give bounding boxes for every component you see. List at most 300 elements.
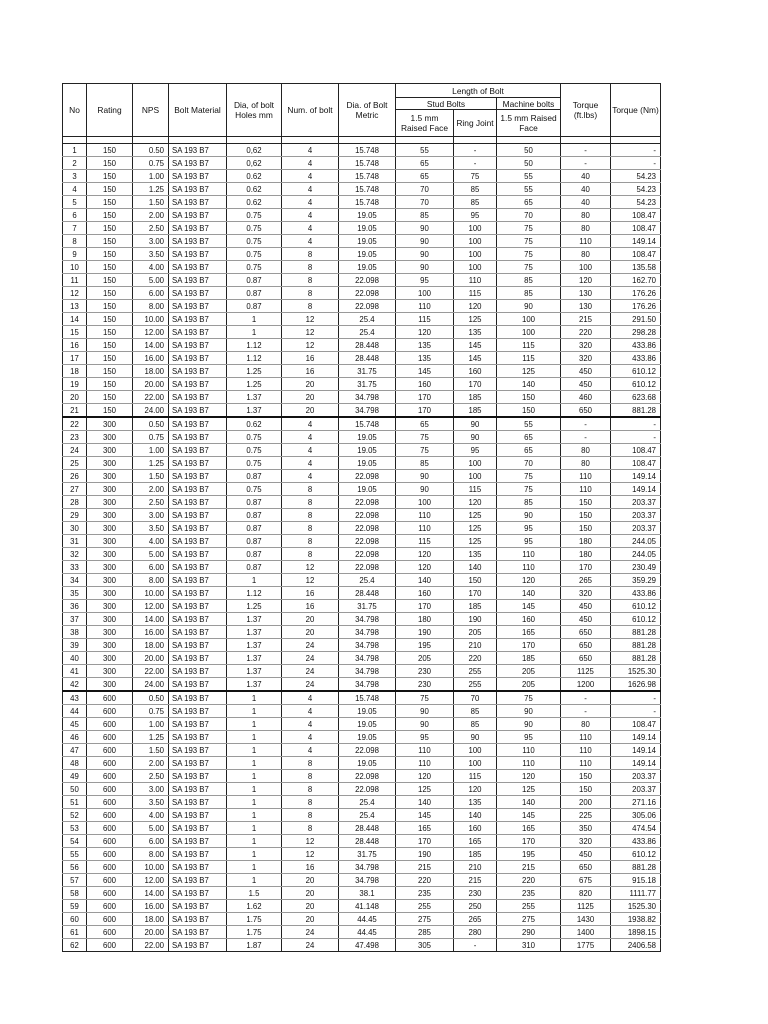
cell-stud-raised-face: 170 bbox=[396, 600, 454, 613]
cell-stud-raised-face: 135 bbox=[396, 352, 454, 365]
cell-num-of-bolt: 8 bbox=[282, 783, 339, 796]
table-row bbox=[63, 535, 661, 548]
cell-dia-bolt-metric: 34.798 bbox=[339, 652, 396, 665]
cell-rating: 600 bbox=[87, 796, 133, 809]
cell-no: 32 bbox=[63, 548, 87, 561]
cell-rating: 300 bbox=[87, 444, 133, 457]
cell-torque-nm: 108.47 bbox=[611, 248, 661, 261]
cell-nps: 12.00 bbox=[133, 874, 169, 887]
cell-dia-bolt-metric: 22.098 bbox=[339, 744, 396, 757]
cell-nps: 12.00 bbox=[133, 326, 169, 339]
cell-dia-bolt-metric: 44.45 bbox=[339, 913, 396, 926]
cell-stud-ring-joint: 100 bbox=[454, 248, 497, 261]
cell-stud-ring-joint: 75 bbox=[454, 170, 497, 183]
cell-machine-raised-face: 120 bbox=[497, 574, 561, 587]
cell-num-of-bolt: 12 bbox=[282, 574, 339, 587]
table-row bbox=[63, 183, 661, 196]
cell-nps: 1.50 bbox=[133, 744, 169, 757]
cell-stud-raised-face: 170 bbox=[396, 835, 454, 848]
cell-torque-nm: - bbox=[611, 417, 661, 431]
cell-dia-bolt-metric: 15.748 bbox=[339, 170, 396, 183]
cell-stud-ring-joint: 255 bbox=[454, 665, 497, 678]
cell-stud-ring-joint: 160 bbox=[454, 365, 497, 378]
cell-bolt-material: SA 193 B7 bbox=[169, 861, 227, 874]
cell-dia-bolt-holes: 1 bbox=[227, 313, 282, 326]
cell-nps: 4.00 bbox=[133, 809, 169, 822]
cell-machine-raised-face: 70 bbox=[497, 457, 561, 470]
cell-num-of-bolt: 4 bbox=[282, 444, 339, 457]
cell-stud-ring-joint: 125 bbox=[454, 535, 497, 548]
cell-bolt-material: SA 193 B7 bbox=[169, 639, 227, 652]
cell-torque-ftlbs: 110 bbox=[561, 235, 611, 248]
cell-stud-raised-face: 170 bbox=[396, 391, 454, 404]
cell-rating: 600 bbox=[87, 848, 133, 861]
cell-num-of-bolt: 12 bbox=[282, 339, 339, 352]
cell-stud-ring-joint: - bbox=[454, 157, 497, 170]
cell-dia-bolt-metric: 15.748 bbox=[339, 183, 396, 196]
table-row bbox=[63, 261, 661, 274]
cell-stud-ring-joint: 90 bbox=[454, 431, 497, 444]
cell-bolt-material: SA 193 B7 bbox=[169, 926, 227, 939]
cell-stud-raised-face: 120 bbox=[396, 770, 454, 783]
cell-dia-bolt-holes: 1.5 bbox=[227, 887, 282, 900]
cell-dia-bolt-holes: 0.62 bbox=[227, 183, 282, 196]
table-row bbox=[63, 157, 661, 170]
cell-torque-nm: 149.14 bbox=[611, 235, 661, 248]
header-stud-raised-face: 1.5 mm Raised Face bbox=[396, 110, 454, 137]
cell-no: 50 bbox=[63, 783, 87, 796]
cell-dia-bolt-metric: 38.1 bbox=[339, 887, 396, 900]
cell-machine-raised-face: 205 bbox=[497, 665, 561, 678]
cell-torque-nm: 881.28 bbox=[611, 861, 661, 874]
cell-stud-ring-joint: 90 bbox=[454, 417, 497, 431]
cell-stud-raised-face: 55 bbox=[396, 144, 454, 157]
cell-torque-nm: 610.12 bbox=[611, 378, 661, 391]
cell-nps: 4.00 bbox=[133, 261, 169, 274]
cell-dia-bolt-metric: 15.748 bbox=[339, 691, 396, 705]
cell-nps: 0.50 bbox=[133, 144, 169, 157]
table-row bbox=[63, 431, 661, 444]
cell-torque-nm: 610.12 bbox=[611, 600, 661, 613]
cell-no: 43 bbox=[63, 691, 87, 705]
cell-dia-bolt-holes: 1 bbox=[227, 691, 282, 705]
cell-num-of-bolt: 8 bbox=[282, 757, 339, 770]
cell-torque-nm: 610.12 bbox=[611, 613, 661, 626]
cell-machine-raised-face: 310 bbox=[497, 939, 561, 952]
header-length-of-bolt: Length of Bolt bbox=[396, 84, 561, 98]
cell-torque-nm: 244.05 bbox=[611, 548, 661, 561]
cell-dia-bolt-holes: 1.12 bbox=[227, 339, 282, 352]
cell-machine-raised-face: 75 bbox=[497, 248, 561, 261]
header-dia-bolt-holes: Dia, of bolt Holes mm bbox=[227, 84, 282, 137]
table-row bbox=[63, 652, 661, 665]
cell-machine-raised-face: 205 bbox=[497, 678, 561, 692]
cell-stud-ring-joint: 210 bbox=[454, 861, 497, 874]
table-body bbox=[63, 144, 661, 952]
cell-torque-nm: 108.47 bbox=[611, 444, 661, 457]
cell-stud-raised-face: 110 bbox=[396, 509, 454, 522]
cell-no: 27 bbox=[63, 483, 87, 496]
cell-stud-raised-face: 140 bbox=[396, 796, 454, 809]
table-row bbox=[63, 170, 661, 183]
cell-torque-nm: 135.58 bbox=[611, 261, 661, 274]
cell-dia-bolt-holes: 1.75 bbox=[227, 913, 282, 926]
cell-stud-raised-face: 70 bbox=[396, 183, 454, 196]
cell-rating: 150 bbox=[87, 261, 133, 274]
cell-dia-bolt-holes: 0.87 bbox=[227, 287, 282, 300]
cell-stud-ring-joint: 165 bbox=[454, 835, 497, 848]
cell-stud-raised-face: 160 bbox=[396, 587, 454, 600]
cell-num-of-bolt: 8 bbox=[282, 483, 339, 496]
cell-nps: 22.00 bbox=[133, 939, 169, 952]
cell-torque-nm: 1938.82 bbox=[611, 913, 661, 926]
cell-rating: 300 bbox=[87, 509, 133, 522]
cell-machine-raised-face: 140 bbox=[497, 796, 561, 809]
cell-nps: 24.00 bbox=[133, 678, 169, 692]
cell-rating: 300 bbox=[87, 535, 133, 548]
cell-dia-bolt-holes: 1 bbox=[227, 574, 282, 587]
cell-bolt-material: SA 193 B7 bbox=[169, 509, 227, 522]
cell-num-of-bolt: 12 bbox=[282, 326, 339, 339]
table-row bbox=[63, 861, 661, 874]
cell-dia-bolt-metric: 19.05 bbox=[339, 718, 396, 731]
cell-dia-bolt-metric: 19.05 bbox=[339, 457, 396, 470]
cell-rating: 150 bbox=[87, 326, 133, 339]
cell-torque-nm: 244.05 bbox=[611, 535, 661, 548]
cell-stud-ring-joint: 140 bbox=[454, 561, 497, 574]
cell-torque-nm: 881.28 bbox=[611, 639, 661, 652]
cell-rating: 600 bbox=[87, 783, 133, 796]
cell-dia-bolt-holes: 0.62 bbox=[227, 170, 282, 183]
cell-no: 15 bbox=[63, 326, 87, 339]
cell-num-of-bolt: 8 bbox=[282, 796, 339, 809]
cell-num-of-bolt: 4 bbox=[282, 457, 339, 470]
cell-nps: 6.00 bbox=[133, 561, 169, 574]
table-row bbox=[63, 900, 661, 913]
cell-dia-bolt-holes: 0.75 bbox=[227, 431, 282, 444]
header-dia-bolt-metric: Dia. of Bolt Metric bbox=[339, 84, 396, 137]
cell-no: 44 bbox=[63, 705, 87, 718]
cell-no: 6 bbox=[63, 209, 87, 222]
cell-stud-ring-joint: 215 bbox=[454, 874, 497, 887]
cell-num-of-bolt: 8 bbox=[282, 809, 339, 822]
cell-bolt-material: SA 193 B7 bbox=[169, 157, 227, 170]
cell-stud-raised-face: 110 bbox=[396, 757, 454, 770]
cell-torque-nm: 108.47 bbox=[611, 457, 661, 470]
cell-dia-bolt-holes: 0.87 bbox=[227, 496, 282, 509]
table-row bbox=[63, 639, 661, 652]
cell-stud-ring-joint: 70 bbox=[454, 691, 497, 705]
cell-num-of-bolt: 20 bbox=[282, 404, 339, 418]
cell-torque-nm: 474.54 bbox=[611, 822, 661, 835]
cell-no: 11 bbox=[63, 274, 87, 287]
cell-machine-raised-face: 140 bbox=[497, 587, 561, 600]
cell-dia-bolt-metric: 22.098 bbox=[339, 561, 396, 574]
cell-rating: 300 bbox=[87, 574, 133, 587]
cell-bolt-material: SA 193 B7 bbox=[169, 300, 227, 313]
cell-rating: 600 bbox=[87, 809, 133, 822]
cell-nps: 3.50 bbox=[133, 796, 169, 809]
cell-machine-raised-face: 90 bbox=[497, 300, 561, 313]
cell-dia-bolt-metric: 28.448 bbox=[339, 822, 396, 835]
cell-stud-ring-joint: 95 bbox=[454, 209, 497, 222]
cell-torque-nm: 915.18 bbox=[611, 874, 661, 887]
cell-stud-raised-face: 75 bbox=[396, 444, 454, 457]
cell-dia-bolt-holes: 1.37 bbox=[227, 613, 282, 626]
cell-machine-raised-face: 90 bbox=[497, 718, 561, 731]
cell-no: 60 bbox=[63, 913, 87, 926]
cell-machine-raised-face: 75 bbox=[497, 235, 561, 248]
cell-rating: 300 bbox=[87, 626, 133, 639]
cell-torque-ftlbs: 130 bbox=[561, 287, 611, 300]
cell-stud-raised-face: 220 bbox=[396, 874, 454, 887]
cell-torque-ftlbs: - bbox=[561, 144, 611, 157]
cell-machine-raised-face: 125 bbox=[497, 365, 561, 378]
cell-bolt-material: SA 193 B7 bbox=[169, 548, 227, 561]
cell-rating: 150 bbox=[87, 352, 133, 365]
cell-machine-raised-face: 170 bbox=[497, 835, 561, 848]
cell-stud-raised-face: 235 bbox=[396, 887, 454, 900]
cell-machine-raised-face: 165 bbox=[497, 822, 561, 835]
cell-nps: 1.50 bbox=[133, 196, 169, 209]
cell-torque-nm: 54.23 bbox=[611, 170, 661, 183]
cell-dia-bolt-metric: 25.4 bbox=[339, 574, 396, 587]
cell-num-of-bolt: 12 bbox=[282, 561, 339, 574]
cell-stud-raised-face: 305 bbox=[396, 939, 454, 952]
cell-dia-bolt-metric: 19.05 bbox=[339, 235, 396, 248]
cell-rating: 600 bbox=[87, 913, 133, 926]
table-row bbox=[63, 274, 661, 287]
cell-bolt-material: SA 193 B7 bbox=[169, 444, 227, 457]
cell-torque-ftlbs: 110 bbox=[561, 483, 611, 496]
cell-stud-ring-joint: 120 bbox=[454, 496, 497, 509]
cell-machine-raised-face: 50 bbox=[497, 144, 561, 157]
cell-num-of-bolt: 4 bbox=[282, 731, 339, 744]
cell-torque-nm: 149.14 bbox=[611, 470, 661, 483]
cell-machine-raised-face: 50 bbox=[497, 157, 561, 170]
cell-num-of-bolt: 24 bbox=[282, 639, 339, 652]
cell-machine-raised-face: 65 bbox=[497, 444, 561, 457]
cell-bolt-material: SA 193 B7 bbox=[169, 757, 227, 770]
cell-stud-ring-joint: 190 bbox=[454, 613, 497, 626]
cell-stud-ring-joint: 125 bbox=[454, 313, 497, 326]
cell-num-of-bolt: 4 bbox=[282, 417, 339, 431]
cell-torque-nm: 108.47 bbox=[611, 718, 661, 731]
cell-no: 16 bbox=[63, 339, 87, 352]
cell-stud-raised-face: 180 bbox=[396, 613, 454, 626]
cell-rating: 600 bbox=[87, 822, 133, 835]
cell-rating: 150 bbox=[87, 391, 133, 404]
cell-nps: 0.75 bbox=[133, 157, 169, 170]
cell-stud-ring-joint: 205 bbox=[454, 626, 497, 639]
cell-dia-bolt-metric: 25.4 bbox=[339, 313, 396, 326]
cell-torque-ftlbs: 40 bbox=[561, 196, 611, 209]
cell-nps: 14.00 bbox=[133, 613, 169, 626]
cell-torque-ftlbs: 1400 bbox=[561, 926, 611, 939]
cell-machine-raised-face: 150 bbox=[497, 404, 561, 418]
cell-bolt-material: SA 193 B7 bbox=[169, 326, 227, 339]
cell-stud-raised-face: 90 bbox=[396, 248, 454, 261]
cell-bolt-material: SA 193 B7 bbox=[169, 287, 227, 300]
cell-no: 58 bbox=[63, 887, 87, 900]
cell-bolt-material: SA 193 B7 bbox=[169, 796, 227, 809]
cell-machine-raised-face: 90 bbox=[497, 705, 561, 718]
cell-stud-raised-face: 65 bbox=[396, 170, 454, 183]
cell-dia-bolt-metric: 47.498 bbox=[339, 939, 396, 952]
cell-stud-ring-joint: 135 bbox=[454, 796, 497, 809]
cell-num-of-bolt: 8 bbox=[282, 548, 339, 561]
cell-torque-ftlbs: 820 bbox=[561, 887, 611, 900]
cell-torque-ftlbs: 320 bbox=[561, 835, 611, 848]
cell-machine-raised-face: 195 bbox=[497, 848, 561, 861]
cell-torque-nm: 1626.98 bbox=[611, 678, 661, 692]
cell-torque-ftlbs: 100 bbox=[561, 261, 611, 274]
cell-dia-bolt-metric: 31.75 bbox=[339, 600, 396, 613]
cell-dia-bolt-holes: 1.12 bbox=[227, 352, 282, 365]
cell-torque-nm: 176.26 bbox=[611, 300, 661, 313]
cell-dia-bolt-metric: 22.098 bbox=[339, 287, 396, 300]
cell-dia-bolt-holes: 0.75 bbox=[227, 457, 282, 470]
cell-stud-raised-face: 90 bbox=[396, 235, 454, 248]
cell-torque-nm: 203.37 bbox=[611, 496, 661, 509]
header-torque-ftlbs: Torque (ft.lbs) bbox=[561, 84, 611, 137]
cell-dia-bolt-holes: 0.75 bbox=[227, 222, 282, 235]
cell-dia-bolt-holes: 1 bbox=[227, 848, 282, 861]
cell-bolt-material: SA 193 B7 bbox=[169, 835, 227, 848]
cell-dia-bolt-metric: 25.4 bbox=[339, 796, 396, 809]
cell-torque-ftlbs: 1125 bbox=[561, 665, 611, 678]
table-row bbox=[63, 287, 661, 300]
cell-torque-ftlbs: 650 bbox=[561, 626, 611, 639]
table-row bbox=[63, 444, 661, 457]
cell-rating: 150 bbox=[87, 378, 133, 391]
cell-dia-bolt-holes: 1 bbox=[227, 783, 282, 796]
cell-bolt-material: SA 193 B7 bbox=[169, 874, 227, 887]
cell-stud-raised-face: 215 bbox=[396, 861, 454, 874]
cell-dia-bolt-metric: 34.798 bbox=[339, 639, 396, 652]
cell-no: 23 bbox=[63, 431, 87, 444]
cell-dia-bolt-holes: 0,62 bbox=[227, 157, 282, 170]
cell-dia-bolt-metric: 34.798 bbox=[339, 678, 396, 692]
header-num-of-bolt: Num. of bolt bbox=[282, 84, 339, 137]
cell-stud-ring-joint: 145 bbox=[454, 339, 497, 352]
cell-machine-raised-face: 185 bbox=[497, 652, 561, 665]
cell-nps: 3.00 bbox=[133, 235, 169, 248]
cell-torque-ftlbs: 650 bbox=[561, 404, 611, 418]
cell-torque-ftlbs: 130 bbox=[561, 300, 611, 313]
header-spacer-row bbox=[63, 137, 661, 144]
cell-rating: 600 bbox=[87, 770, 133, 783]
cell-dia-bolt-metric: 44.45 bbox=[339, 926, 396, 939]
cell-stud-ring-joint: 115 bbox=[454, 770, 497, 783]
cell-num-of-bolt: 16 bbox=[282, 365, 339, 378]
cell-stud-ring-joint: 170 bbox=[454, 587, 497, 600]
cell-dia-bolt-holes: 0.75 bbox=[227, 248, 282, 261]
cell-stud-raised-face: 90 bbox=[396, 705, 454, 718]
cell-bolt-material: SA 193 B7 bbox=[169, 913, 227, 926]
cell-num-of-bolt: 24 bbox=[282, 678, 339, 692]
cell-dia-bolt-holes: 1.37 bbox=[227, 404, 282, 418]
cell-bolt-material: SA 193 B7 bbox=[169, 183, 227, 196]
cell-no: 52 bbox=[63, 809, 87, 822]
cell-num-of-bolt: 4 bbox=[282, 170, 339, 183]
cell-torque-nm: - bbox=[611, 157, 661, 170]
cell-no: 13 bbox=[63, 300, 87, 313]
cell-no: 46 bbox=[63, 731, 87, 744]
header-no: No bbox=[63, 84, 87, 137]
cell-dia-bolt-metric: 15.748 bbox=[339, 144, 396, 157]
cell-torque-nm: 298.28 bbox=[611, 326, 661, 339]
cell-stud-raised-face: 110 bbox=[396, 300, 454, 313]
cell-nps: 12.00 bbox=[133, 600, 169, 613]
table-row bbox=[63, 665, 661, 678]
cell-stud-raised-face: 90 bbox=[396, 718, 454, 731]
cell-rating: 600 bbox=[87, 731, 133, 744]
cell-bolt-material: SA 193 B7 bbox=[169, 144, 227, 157]
cell-stud-raised-face: 230 bbox=[396, 665, 454, 678]
cell-nps: 2.50 bbox=[133, 222, 169, 235]
cell-rating: 150 bbox=[87, 183, 133, 196]
cell-bolt-material: SA 193 B7 bbox=[169, 313, 227, 326]
cell-stud-ring-joint: 100 bbox=[454, 757, 497, 770]
cell-torque-nm: 881.28 bbox=[611, 626, 661, 639]
cell-stud-raised-face: 190 bbox=[396, 626, 454, 639]
cell-num-of-bolt: 4 bbox=[282, 144, 339, 157]
cell-bolt-material: SA 193 B7 bbox=[169, 770, 227, 783]
cell-stud-ring-joint: 265 bbox=[454, 913, 497, 926]
cell-bolt-material: SA 193 B7 bbox=[169, 496, 227, 509]
cell-bolt-material: SA 193 B7 bbox=[169, 900, 227, 913]
cell-machine-raised-face: 110 bbox=[497, 757, 561, 770]
table-row bbox=[63, 404, 661, 418]
cell-nps: 22.00 bbox=[133, 391, 169, 404]
cell-machine-raised-face: 55 bbox=[497, 417, 561, 431]
cell-rating: 300 bbox=[87, 600, 133, 613]
table-row bbox=[63, 939, 661, 952]
cell-nps: 1.50 bbox=[133, 470, 169, 483]
cell-num-of-bolt: 4 bbox=[282, 431, 339, 444]
table-row bbox=[63, 809, 661, 822]
cell-torque-ftlbs: 110 bbox=[561, 470, 611, 483]
cell-bolt-material: SA 193 B7 bbox=[169, 665, 227, 678]
table-row bbox=[63, 470, 661, 483]
cell-dia-bolt-holes: 1 bbox=[227, 835, 282, 848]
cell-stud-ring-joint: 125 bbox=[454, 509, 497, 522]
cell-dia-bolt-holes: 1.37 bbox=[227, 678, 282, 692]
cell-num-of-bolt: 8 bbox=[282, 274, 339, 287]
cell-rating: 600 bbox=[87, 757, 133, 770]
table-row bbox=[63, 600, 661, 613]
cell-dia-bolt-metric: 19.05 bbox=[339, 483, 396, 496]
table-row bbox=[63, 926, 661, 939]
cell-nps: 16.00 bbox=[133, 352, 169, 365]
cell-num-of-bolt: 20 bbox=[282, 613, 339, 626]
cell-num-of-bolt: 8 bbox=[282, 509, 339, 522]
cell-dia-bolt-holes: 0.87 bbox=[227, 470, 282, 483]
cell-stud-ring-joint: 280 bbox=[454, 926, 497, 939]
cell-torque-ftlbs: 1775 bbox=[561, 939, 611, 952]
table-row bbox=[63, 326, 661, 339]
cell-dia-bolt-metric: 31.75 bbox=[339, 378, 396, 391]
cell-stud-raised-face: 195 bbox=[396, 639, 454, 652]
cell-stud-ring-joint: 100 bbox=[454, 744, 497, 757]
cell-torque-ftlbs: 200 bbox=[561, 796, 611, 809]
table-row bbox=[63, 196, 661, 209]
cell-no: 5 bbox=[63, 196, 87, 209]
cell-machine-raised-face: 75 bbox=[497, 261, 561, 274]
cell-stud-raised-face: 65 bbox=[396, 157, 454, 170]
cell-torque-nm: - bbox=[611, 691, 661, 705]
